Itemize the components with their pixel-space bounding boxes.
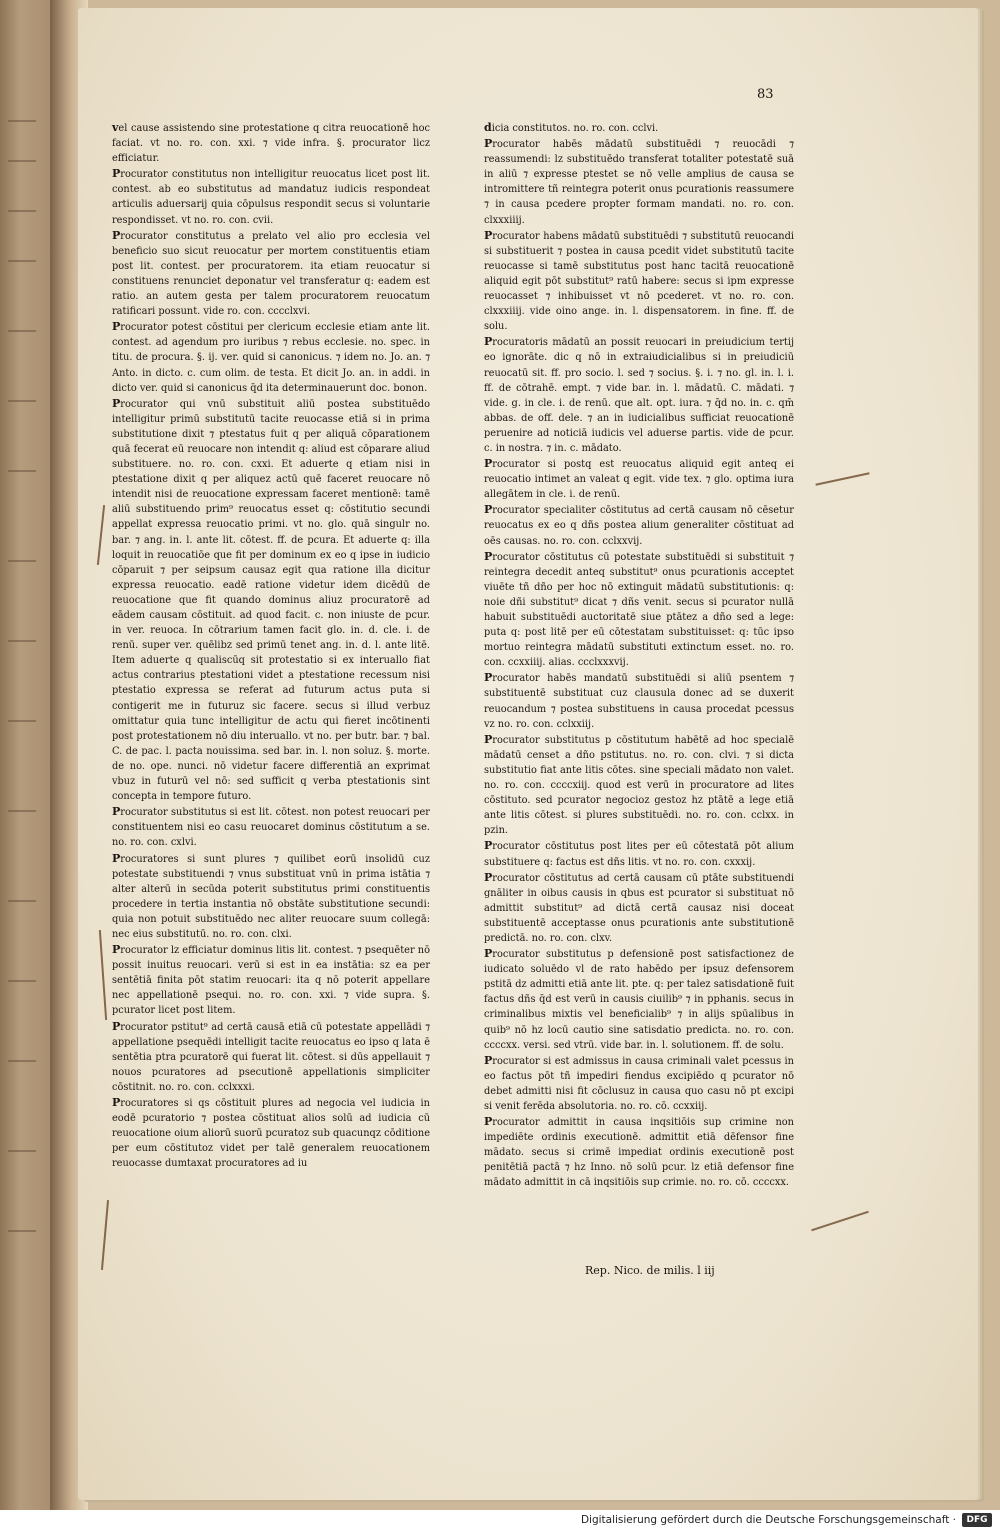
text-paragraph: Procuratores si qs cōstituit plures ad negocia vel iudicia in eodē pcuratorio ⁊ postea cōstituat alios solū ad iudicia cū reuocatione oium aliorū suorū pcuratoz sub quacunqz cōditione per eum cōstitutoz videt per talē generalem reuocationem reuocasse dumtaxat procuratores ad iu (112, 1096, 430, 1170)
text-paragraph: Procurator si postq est reuocatus aliquid egit anteq ei reuocatio intimet an valeat q egit. vide tex. ⁊ glo. optima iura allegātem in cle. i. de renū. (484, 457, 794, 501)
text-paragraph: Procuratores si sunt plures ⁊ quilibet eorū insolidū cuz potestate substituendi ⁊ vnus substituat vnū in prima istātia ⁊ alter alterū in secūda poterit substitutus primi constituentis procedere in tertia instantia nō obstāte substitutione secundi: quia non potuit substituēdo nec aliter reuocare suum collegā: nec eius substitutū. no. ro. con. clxi. (112, 851, 430, 940)
footer-bar (0, 1510, 1000, 1531)
text-paragraph: Procurator constitutus non intelligitur reuocatus licet post lit. contest. ab eo substitutus ad mandatuz iudicis respondeat articulis aduersarij quia cōpulsus respondit secus si voluntarie respondisset. vt no. ro. con. cvii. (112, 167, 430, 226)
signature-line: Rep. Nico. de milis. l iij (585, 1264, 715, 1277)
text-paragraph: Procurator substitutus p cōstitutum habētē ad hoc specialē mādatū censet a dño pstitutus. no. ro. con. clvi. ⁊ si dicta substitutio fiat ante litis cōtes. sine speciali mādato non valet. no. ro. con. ccccxiij. quod est verū in procuratore ad lites cōstituto. sed pcurator negocioz gestoz hz ptātē a lege etiā ante litis cōtest. si plures substituēdi. no. ro. con. cclxx. in pzin. (484, 732, 794, 837)
right-text-column (484, 120, 794, 1191)
text-paragraph: Procurator pstitut⁹ ad certā causā etiā cū potestate appellādi ⁊ appellatione psequēdi intelligit tacite reuocatus eo ipso q lata ē sentētia ptra pcuratorē qui fuerat lit. cōtest. si dūs appellauit ⁊ nouos pcuratores ad psecutionē appellationis simpliciter cōstitnit. no. ro. con. cclxxxi. (112, 1019, 430, 1093)
text-paragraph: vel cause assistendo sine protestatione q citra reuocationē hoc faciat. vt no. ro. con. xxi. ⁊ vide infra. §. procurator licz efficiatur. (112, 121, 430, 165)
page-number: 83 (757, 87, 774, 102)
text-paragraph: Procurator habēs mandatū substituēdi si aliū psentem ⁊ substituentē substituat cuz clausula donec ad se duxerit reuocandum ⁊ postea substituens in causa procedat pcessus vz no. ro. con. cclxxiij. (484, 671, 794, 730)
text-paragraph: Procurator habens mādatū substituēdi ⁊ substitutū reuocandi si substituerit ⁊ postea in causa pcedit videt substitutū tacite reuocasse si tamē substitutus post hanc tacitā reuocationē aliquid egit pōt substitut⁹ ratū habere: secus si ipm expresse reuocasset ⁊ inhibuisset vt nō pcederet. vt no. ro. con. clxxxiiij. vide oino ange. in. l. dispensatorem. in fine. ff. de solu. (484, 228, 794, 333)
text-paragraph: Procuratoris mādatū an possit reuocari in preiudicium tertij eo ignorāte. dic q nō in extraiudicialibus si in preiudiciū reuocatū sit. ff. pro socio. l. sed ⁊ socius. §. i. ⁊ no. gl. in. l. i. ff. de cōtrahē. empt. ⁊ vide bar. in. l. mādatū. C. mādati. ⁊ vide. g. in cle. i. de renū. que alt. opt. iura. ⁊ q̄d no. in. c. qm̄ abbas. de off. dele. ⁊ an in iudicialibus sufficiat reuocationē peruenire ad noticiā iudicis vel aduerse partis. vide de pcur. c. in nostra. ⁊ in. c. mādato. (484, 335, 794, 454)
text-paragraph: Procurator habēs mādatū substituēdi ⁊ reuocādi ⁊ reassumendi: lz substituēdo transferat totaliter potestatē suā in aliū ⁊ expresse ptestet se nō velle amplius de causa se intromittere tñ reintegra poterit onus pcurationis reassumere ⁊ in causa pcedere propter formam mandati. no. ro. con. clxxxiiij. (484, 137, 794, 226)
text-paragraph: Procurator cōstitutus post lites per eū cōtestatā pōt alium substituere q: factus est dñs litis. vt no. ro. con. cxxxij. (484, 839, 794, 868)
funding-credit: Digitalisierung gefördert durch die Deutsche Forschungsgemeinschaft · (580, 1514, 956, 1526)
text-paragraph: dicia constitutos. no. ro. con. cclvi. (484, 121, 659, 134)
text-paragraph: Procurator admittit in causa inqsitiōis sup crimine non impediēte ordinis executionē. admittit etiā dēfensor fine mādato. secus si crimē impediat ordinis executionē post penitētiā pactā ⁊ hz Inno. nō solū pcur. lz etiā defensor fine mādato admittit in cā inqsitiōis sup crimie. no. ro. cō. ccccxx. (484, 1115, 794, 1189)
text-paragraph: Procurator substitutus p defensionē post satisfactionez de iudicato soluēdo vl de rato habēdo per ipsuz defensorem pstitā dz admitti etiā ante lit. pte. q: per talez satisdationē fuit factus dñs q̄d est verū in causis ciuilib⁹ ⁊ in pphanis. secus in criminalibus mixtis vel beneficialib⁹ ⁊ in alijs spūalibus in quib⁹ nō hz locū cautio sine satisdatio predicta. no. ro. con. ccccxx. versi. sed vtrū. vide bar. in. l. solutionem. ff. de solu. (484, 947, 794, 1051)
text-paragraph: Procurator substitutus si est lit. cōtest. non potest reuocari per constituentem nisi eo casu reuocaret dominus cōstitutum a se. no. ro. con. cxlvi. (112, 805, 430, 849)
text-paragraph: Procurator specialiter cōstitutus ad certā causam nō cēsetur reuocatus ex eo q dñs postea alium generaliter cōstituat ad oēs causas. no. ro. con. cclxxvij. (484, 503, 794, 547)
text-paragraph: Procurator potest cōstitui per clericum ecclesie etiam ante lit. contest. ad agendum pro iuribus ⁊ rebus ecclesie. no. spec. in titu. de procura. §. ij. ver. quid si canonicus. ⁊ idem no. Jo. an. ⁊ Anto. in dicto. c. cum olim. de testa. Et dicit Jo. an. in addi. in dicto ver. quid si canonicus q̄d ita determinauerunt doc. bonon. (112, 320, 430, 394)
text-paragraph: Procurator si est admissus in causa criminali valet pcessus in eo factus pōt tñ impediri fiendus excipiēdo q pcurator nō debet admitti nisi fit cōclusuz in causa quo casu nō pt excipi si venit ferēda absolutoria. no. ro. cō. ccxxiij. (484, 1053, 794, 1112)
text-paragraph: Procurator cōstitutus cū potestate substituēdi si substituit ⁊ reintegra decedit anteq substitut⁹ onus pcurationis acceptet viuēte tñ dño per hoc nō extinguit mādatū substitutionis: q: noie dñi substitut⁹ dicat ⁊ dñs venit. secus si pcurator nullā habuit substituēdi auctoritatē siue ptātez a dño sed a lege: puta q: post litē per eū cōtestatam substituisset: q: tūc ipso mortuo reintegra mādatū substituti extinctum esset. no. ro. con. ccxxiiij. alias. ccclxxxvij. (484, 549, 794, 669)
text-paragraph: Procurator constitutus a prelato vel alio pro ecclesia vel beneficio suo sicut reuocatur per mortem constituentis etiam post lit. contest. per procuratorem. ita etiam reuocatur si constituens renunciet deponatur vel transferatur q: eadem est ratio. an autem gesta per talem procuratorem reuocatum ratificari possunt. vide ro. con. cccclxvi. (112, 228, 430, 318)
dfg-logo: DFG (962, 1513, 992, 1527)
text-paragraph: Procurator lz efficiatur dominus litis lit. contest. ⁊ psequēter nō possit inuitus reuocari. verū si est in ea instātia: sz ea per sentētiā finita pōt statim reuocari: ita q nō poterit appellare nec appellationē psequi. no. ro. con. xxi. ⁊ vide supra. §. pcurator licet post litem. (112, 943, 430, 1017)
text-paragraph: Procurator qui vnū substituit aliū postea substituēdo intelligitur primū substitutū tacite reuocasse etiā si in prima substitutione dixit ⁊ ptestatus fuit q per aliquā cōparationem quā fecerat eū reuocare non intendit q: aliud est cōparare aliud substituere. no. ro. con. cxxi. Et aduerte q etiam nisi in ptestatione dixit q per aliquez actū quē faceret reuocare nō intendit nisi de reuocatione expressam faceret mentionē: tamē aliū substituendo prim⁹ reuocatus esset q: cōstitutio secundi appellat expressa reuocatio primi. vt no. glo. quā singulr no. bar. ⁊ ang. in. l. ante lit. cōtest. ff. de pcura. Et aduerte q: illa loquit in reuocatiōe que fit per dominum ex eo q ipse in iudicio cōparuit ⁊ per seipsum causaz egit qua ratione illa dicitur expressa reuocatio. eadē ratione videtur idem dicēdū de reuocatione que fit quando dominus aliuz procuratorē ad eādem causam cōstituit. ad quod facit. c. non iniuste de pcur. in ver. reuoca. In cōtrarium tamen facit glo. in. d. cle. i. de renū. super ver. quēlibz sed primū tenet ang. in. d. l. ante litē. Item aduerte q qualiscūq sit protestatio si ex interuallo fiat actus contrarius ptestationi videt a ptestatione recessum nisi ptestatio expressa se referat ad futurum actus puta si contigerit me in futuruz sic facere. secus si illud verbuz omittatur quia tunc intelligitur de actu qui fieret incōtinenti post protestationem nō diu interuallo. vt no. per butr. bar. ⁊ bal. C. de pac. l. pacta nouissima. sed bar. in. l. non soluz. §. morte. de no. ope. nunci. nō videtur facere differentiā an exprimat vbuz in futurū vel nō: sed sufficit q verba ptestationis sint concepta in tempore futuro. (112, 396, 430, 803)
facing-page-edge (0, 0, 50, 1510)
text-paragraph: Procurator cōstitutus ad certā causam cū ptāte substituendi gnāliter in oibus causis in qbus est pcurator si substituat nō admittit substitut⁹ ad dictā certā causaz nisi doceat substituentē acceptasse onus pcurationis ante substitutionē predictā. no. ro. con. clxv. (484, 870, 794, 944)
left-text-column (112, 120, 430, 1171)
